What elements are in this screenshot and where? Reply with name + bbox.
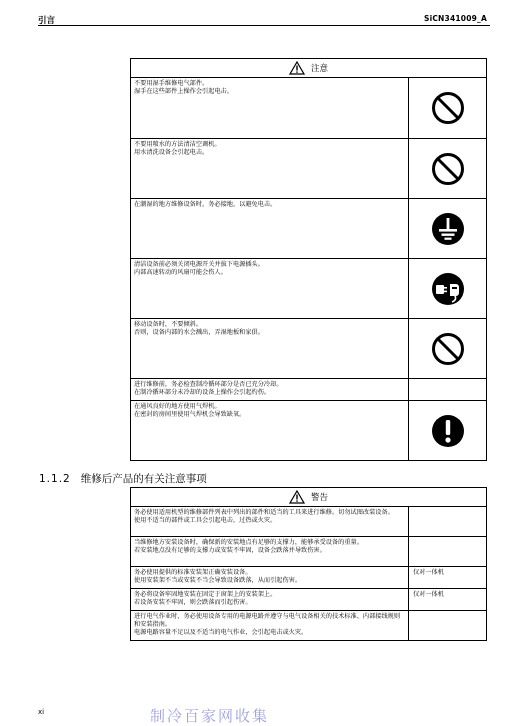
prohibited-icon (431, 91, 465, 125)
caution-row (131, 259, 487, 319)
caution-row-icon-cell-empty (409, 379, 487, 401)
warning-row (131, 507, 487, 537)
caution-row (131, 319, 487, 379)
page-number: xi (38, 708, 45, 716)
caution-row-text: 移动设备时，不要倾斜。 否则，设备内部的水会溅出，弄湿地板和家俱。 (131, 319, 409, 379)
warning-row (131, 589, 487, 611)
header-rule (38, 25, 490, 26)
warning-triangle-icon (289, 490, 305, 504)
caution-row-icon-cell (409, 199, 487, 259)
header-chapter: 引言 (38, 16, 56, 26)
warning-title: 警告 (131, 488, 487, 507)
caution-row-icon-cell (409, 78, 487, 139)
caution-row-icon-cell (409, 259, 487, 319)
section-number: 1.1.2 (39, 473, 71, 485)
section-title: 维修后产品的有关注意事项 (80, 473, 207, 485)
watermark: 制冷百家网收集 (150, 707, 270, 725)
warning-row-text: 进行电气作业时，务必使用设备专用的电源电路并遵守与电气设备相关的技术标准、内部接线规则和安装指南。 电源电路容量不足以及不适当的电气作业，会引起电击或火灾。 (131, 611, 409, 641)
header-doc-code: SiCN341009_A (423, 14, 487, 23)
caution-table (130, 58, 487, 461)
caution-row-text: 在潮湿的地方维修设备时，务必接地，以避免电击。 (131, 199, 409, 259)
caution-row (131, 139, 487, 199)
warning-row-text: 务必使用提供的标准安装架正确安装设备。 使用安装架不当或安装不当会导致设备跌落，从而引起伤害。 (131, 567, 409, 589)
caution-row-text: 不要用湿手维修电气部件。 湿手在这些部件上操作会引起电击。 (131, 78, 409, 139)
warning-row (131, 611, 487, 641)
ground-icon (431, 212, 465, 246)
caution-row (131, 401, 487, 461)
caution-row-icon-cell (409, 401, 487, 461)
caution-row-text: 清洁设备前必须关闭电源开关并拔下电源插头。 内部高速转动的风扇可能会伤人。 (131, 259, 409, 319)
caution-row-icon-cell (409, 139, 487, 199)
caution-row-text: 进行维修前，务必检查制冷循环部分是否已充分冷却。 在制冷循环部分未冷却的设备上操作会引起灼伤。 (131, 379, 409, 401)
warning-row-note (409, 611, 487, 641)
warning-table (130, 487, 487, 641)
warning-row (131, 537, 487, 567)
warning-row-note: 仅对一体机 (409, 567, 487, 589)
caution-row (131, 379, 487, 401)
caution-title: 注意 (131, 59, 487, 78)
warning-row-note (409, 507, 487, 537)
warning-row-text: 务必将设备牢固地安装在固定于窗架上的安装架上。 若设备安装不牢固，则会跌落而引起伤害。 (131, 589, 409, 611)
caution-row (131, 78, 487, 139)
warning-triangle-icon (289, 61, 305, 75)
warning-row-note: 仅对一体机 (409, 589, 487, 611)
unplug-icon (431, 272, 465, 306)
warning-row-text: 务必使用适用机型的维修部件列表中列出的部件和适当的工具来进行维修。切勿试图改装设备。 使用不适当的部件或工具会引起电击，过热或火灾。 (131, 507, 409, 537)
mandatory-icon (431, 414, 465, 448)
prohibited-icon (431, 152, 465, 186)
prohibited-icon (431, 332, 465, 366)
caution-row-text: 在通风良好的地方使用气焊机。 在密封的房间里使用气焊机会导致缺氧。 (131, 401, 409, 461)
warning-row-note (409, 537, 487, 567)
caution-row (131, 199, 487, 259)
warning-row-text: 当维修地方安装设备时，确保新的安装地点有足够的支撑力，能够承受设备的重量。 若安装地点没有足够的支撑力或安装不牢固，设备会跌落并导致伤害。 (131, 537, 409, 567)
caution-row-text: 不要用喷水的方法清洁空调机。 用水清洗设备会引起电击。 (131, 139, 409, 199)
caution-row-icon-cell (409, 319, 487, 379)
section-heading (39, 471, 207, 486)
warning-row (131, 567, 487, 589)
